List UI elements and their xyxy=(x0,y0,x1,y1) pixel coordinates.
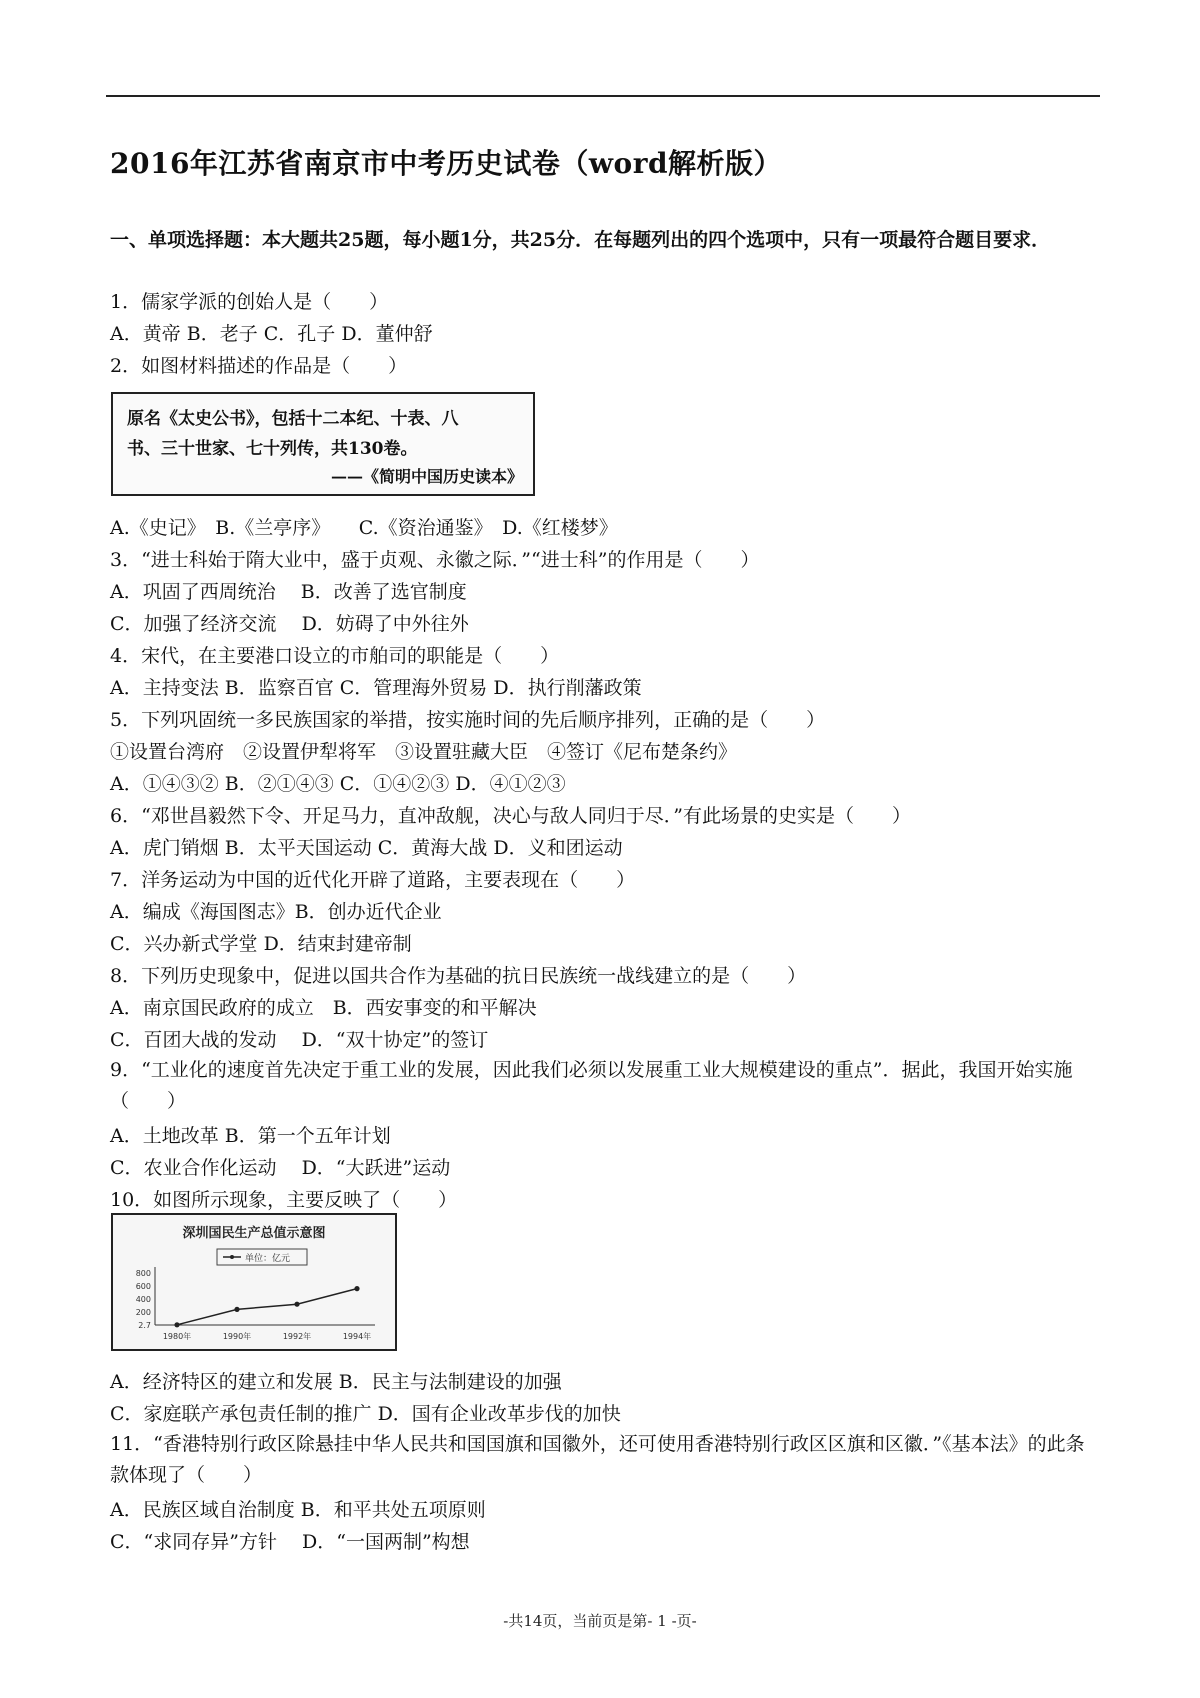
quote-source: ——《简明中国历史读本》 xyxy=(330,467,523,486)
y-tick-label: 200 xyxy=(135,1308,151,1317)
question-5-options: A．①④③② B．②①④③ C．①④②③ D．④①②③ xyxy=(110,773,566,795)
data-point xyxy=(174,1322,179,1327)
question-10-options-cd: C．家庭联产承包责任制的推广 D．国有企业改革步伐的加快 xyxy=(110,1403,621,1425)
y-tick-label: 2.7 xyxy=(138,1320,151,1330)
y-tick-label: 800 xyxy=(135,1269,151,1278)
question-5-items: ①设置台湾府 ②设置伊犁将军 ③设置驻藏大臣 ④签订《尼布楚条约》 xyxy=(110,741,738,763)
data-point xyxy=(354,1286,359,1291)
x-tick-label: 1992年 xyxy=(282,1332,312,1341)
question-8: 8．下列历史现象中，促进以国共合作为基础的抗日民族统一战线建立的是（ ） xyxy=(110,965,807,987)
question-8-options-ab: A．南京国民政府的成立 B．西安事变的和平解决 xyxy=(110,997,537,1019)
quote-line-1: 原名《太史公书》，包括十二本纪、十表、八 xyxy=(127,409,459,429)
quote-figure xyxy=(111,392,535,496)
question-3-options-cd: C．加强了经济交流 D．妨碍了中外往外 xyxy=(110,613,469,635)
question-7-options-ab: A．编成《海国图志》B．创办近代企业 xyxy=(110,901,442,923)
y-tick-label: 600 xyxy=(135,1282,151,1291)
question-1: 1．儒家学派的创始人是（ ） xyxy=(110,291,389,313)
question-7: 7．洋务运动为中国的近代化开辟了道路，主要表现在（ ） xyxy=(110,869,636,891)
x-tick-label: 1980年 xyxy=(162,1332,192,1341)
data-point xyxy=(234,1307,239,1312)
gdp-chart xyxy=(111,1213,397,1351)
page-title: 2016年江苏省南京市中考历史试卷（word解析版） xyxy=(110,147,783,180)
quote-line-2: 书、三十世家、七十列传，共130卷。 xyxy=(127,439,418,459)
question-8-options-cd: C．百团大战的发动 D．“双十协定”的签订 xyxy=(110,1029,489,1051)
chart-title: 深圳国民生产总值示意图 xyxy=(182,1226,326,1241)
question-9-options-ab: A．土地改革 B．第一个五年计划 xyxy=(110,1125,391,1147)
question-2: 2．如图材料描述的作品是（ ） xyxy=(110,355,408,377)
question-6: 6．“邓世昌毅然下令、开足马力，直冲敌舰，决心与敌人同归于尽．”有此场景的史实是（ ） xyxy=(110,805,912,827)
question-4-options: A．主持变法 B．监察百官 C．管理海外贸易 D．执行削藩政策 xyxy=(110,677,642,699)
x-tick-label: 1994年 xyxy=(342,1332,372,1341)
question-11: 11．“香港特别行政区除悬挂中华人民共和国国旗和国徽外，还可使用香港特别行政区区旗和区徽．”《基本法》的此条款体现了（ ） xyxy=(110,1433,1085,1486)
question-4: 4．宋代，在主要港口设立的市舶司的职能是（ ） xyxy=(110,645,560,667)
section-heading: 一、单项选择题：本大题共25题，每小题1分，共25分．在每题列出的四个选项中，只有一项最符合题目要求． xyxy=(110,229,1051,251)
top-rule xyxy=(106,95,1100,97)
x-tick-label: 1990年 xyxy=(222,1332,252,1341)
question-9: 9．“工业化的速度首先决定于重工业的发展，因此我们必须以发展重工业大规模建设的重点”．据此，我国开始实施（ ） xyxy=(110,1059,1073,1112)
question-10-options-ab: A．经济特区的建立和发展 B．民主与法制建设的加强 xyxy=(110,1371,562,1393)
question-3: 3．“进士科始于隋大业中，盛于贞观、永徽之际．”“进士科”的作用是（ ） xyxy=(110,549,760,571)
question-7-options-cd: C．兴办新式学堂 D．结束封建帝制 xyxy=(110,933,412,955)
legend-label: 单位：亿元 xyxy=(245,1254,291,1264)
question-6-options: A．虎门销烟 B．太平天国运动 C．黄海大战 D．义和团运动 xyxy=(110,837,623,859)
question-5: 5．下列巩固统一多民族国家的举措，按实施时间的先后顺序排列，正确的是（ ） xyxy=(110,709,826,731)
legend-marker xyxy=(230,1255,234,1259)
page-footer: -共14页，当前页是第- 1 -页- xyxy=(503,1612,697,1630)
question-3-options-ab: A．巩固了西周统治 B．改善了选官制度 xyxy=(110,581,467,603)
gdp-chart-svg xyxy=(113,1215,395,1349)
question-11-options-ab: A．民族区域自治制度 B．和平共处五项原则 xyxy=(110,1499,486,1521)
data-point xyxy=(294,1302,299,1307)
question-11-options-cd: C．“求同存异”方针 D．“一国两制”构想 xyxy=(110,1531,470,1553)
question-1-options: A．黄帝 B．老子 C．孔子 D．董仲舒 xyxy=(110,323,433,345)
question-9-options-cd: C．农业合作化运动 D．“大跃进”运动 xyxy=(110,1157,451,1179)
question-2-options: A.《史记》 B.《兰亭序》 C.《资治通鉴》 D.《红楼梦》 xyxy=(110,517,618,539)
series-line xyxy=(177,1289,357,1325)
y-tick-label: 400 xyxy=(135,1295,151,1304)
question-10: 10．如图所示现象，主要反映了（ ） xyxy=(110,1189,458,1211)
